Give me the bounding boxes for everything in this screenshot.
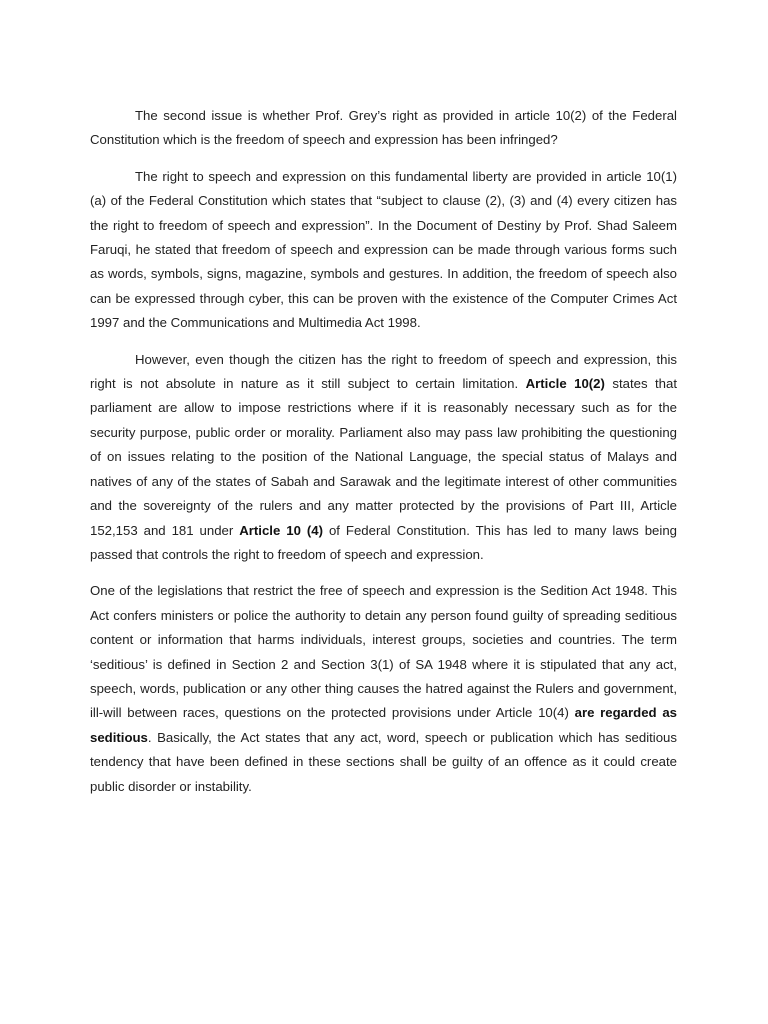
paragraph-text: However, even though the citizen has the right to freedom of speech and expression, this right is not absolute in nature as it still subject to certain limitation. [90, 351, 677, 392]
paragraph-second-issue [90, 104, 677, 153]
paragraph-text: . Basically, the Act states that any act, word, speech or publication which has seditious tendency that have been defined in these sections shall be guilty of an offence as it could create public disorder or instability. [90, 729, 677, 794]
paragraph-text: One of the legislations that restrict the free of speech and expression is the Sedition Act 1948. This Act confers ministers or police the authority to detain any person found guilty of spreading seditious content or information that harms individuals, interest groups, societies and countries. The term ‘seditious’ is defined in Section 2 and Section 3(1) of SA 1948 where it is stipulated that any act, speech, words, publication or any other thing causes the hatred against the Rulers and government, ill-will between races, questions on the protected provisions under Article 10(4) [90, 583, 677, 721]
paragraph-sedition-act [90, 579, 677, 799]
paragraph-text: The right to speech and expression on this fundamental liberty are provided in article 10(1)(a) of the Federal Constitution which states that “subject to clause (2), (3) and (4) every citizen has the right to freedom of speech and expression”. In the Document of Destiny by Prof. Shad Saleem Faruqi, he stated that freedom of speech and expression can be made through various forms such as words, symbols, signs, magazine, symbols and gestures. In addition, the freedom of speech also can be expressed through cyber, this can be proven with the existence of the Computer Crimes Act 1997 and the Communications and Multimedia Act 1998. [90, 168, 677, 331]
paragraph-limitations [90, 348, 677, 568]
document-body [90, 104, 677, 811]
paragraph-text: states that parliament are allow to impose restrictions where if it is reasonably necessary such as for the security purpose, public order or morality. Parliament also may pass law prohibiting the questioning of on issues relating to the position of the National Language, the special status of Malays and natives of any of the states of Sabah and Sarawak and the legitimate interest of other communities and the sovereignty of the rulers and any matter protected by the provisions of Part III, Article 152,153 and 181 under [90, 376, 678, 538]
paragraph-right-to-speech [90, 165, 677, 336]
seditious-emphasis: are regarded as seditious [90, 705, 677, 745]
paragraph-text: The second issue is whether Prof. Grey’s right as provided in article 10(2) of the Federal Constitution which is the freedom of speech and expression has been infringed? [90, 108, 677, 148]
paragraph-text: of Federal Constitution. This has led to many laws being passed that controls the right to freedom of speech and expression. [90, 522, 677, 562]
article-10-2-reference: Article 10(2) [525, 376, 605, 392]
article-10-4-reference: Article 10 (4) [239, 522, 323, 538]
